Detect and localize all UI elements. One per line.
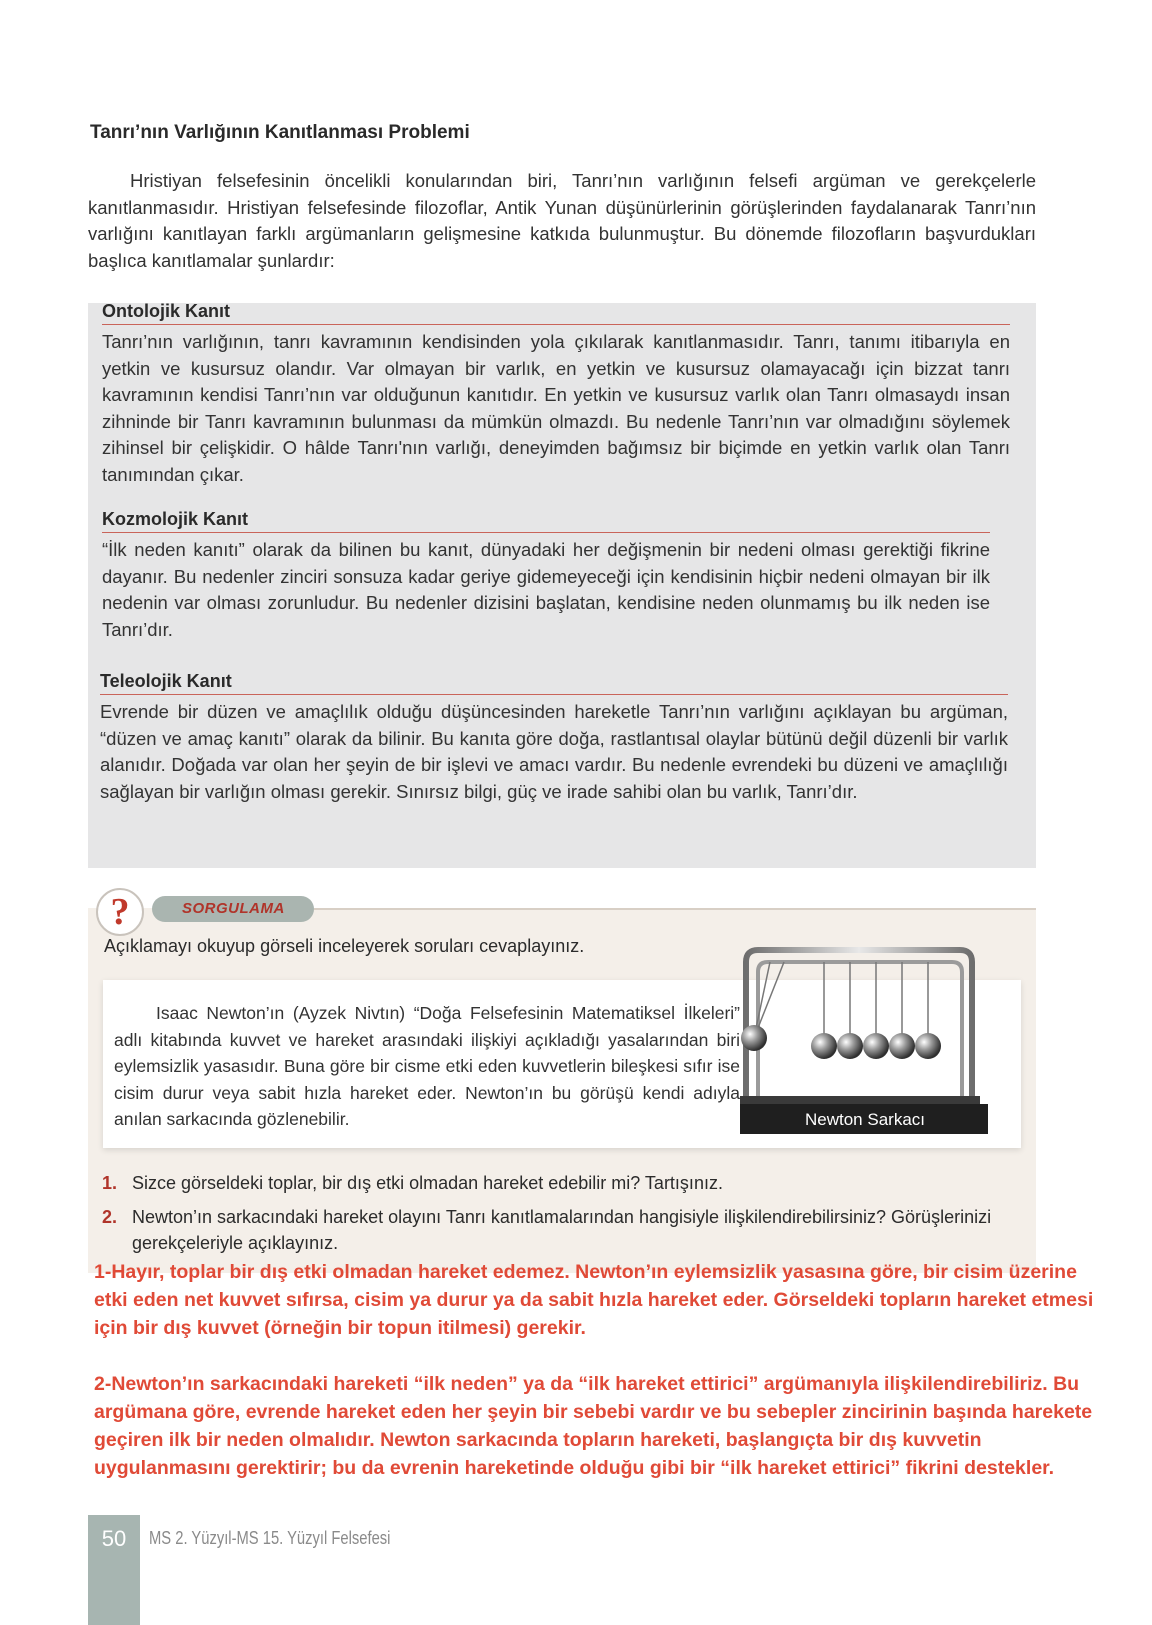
proof-text: Tanrı’nın varlığının, tanrı kavramının kendisinden yola çıkılarak kanıtlanmasıdır. Tanrı, tanımı itibarıyla en yetkin ve kusursuz olandır. Var olmayan bir varlık, en yetkin ve kusursuz olamayacağı için bizzat tanrı kavramının kendisi Tanrı’nın var olduğunun kanıtıdır. En yetkin ve kusursuz varlık olan Tanrı olmasaydı insan zihninde bir Tanrı kavramının bulunması da mümkün olmazdı. Bu nedenle Tanrı’nın var olmadığını söylemek zihinsel bir çelişkidir. O hâlde Tanrı'nın varlığı, deneyimden bağımsız bir biçimde en yetkin varlık olan Tanrı tanımından çıkar. [102,331,1010,485]
proof-text: “İlk neden kanıtı” olarak da bilinen bu kanıt, dünyadaki her değişmenin bir nedeni olması gerektiği fikrine dayanır. Bu nedenler zinciri sonsuza kadar geriye gidemeyeceği için kendisinin hiçbir nedeni olmayan bir ilk nedenin var olması zorunludur. Bu nedenler dizisini başlatan, kendisine neden olunmamış bu ilk neden ise Tanrı’dır. [102,539,990,640]
question-number: 1. [102,1173,118,1193]
chapter-title: MS 2. Yüzyıl-MS 15. Yüzyıl Felsefesi [149,1528,391,1548]
sorgulama-divider [314,908,1036,910]
sorgulama-label: SORGULAMA [182,900,285,917]
intro-text: Hristiyan felsefesinin öncelikli konularından biri, Tanrı’nın varlığının felsefi argüman ve gerekçelerle kanıtlanmasıdır. Hristiyan felsefesinde filozoflar, Antik Yunan düşünürlerinin görüşlerinden faydalanarak Tanrı’nın varlığını kanıtlayan farklı argümanların gelişmesine katkıda bulunmuştur. Bu dönemde filozofların başvurdukları başlıca kanıtlamalar şunlardır: [88,170,1036,271]
proof-title: Teleolojik Kanıt [100,670,1008,695]
proof-title: Kozmolojik Kanıt [102,508,990,533]
proof-text: Evrende bir düzen ve amaçlılık olduğu düşüncesinden hareketle Tanrı’nın varlığını açıklayan bu argüman, “düzen ve amaç kanıtı” olarak da bilinir. Bu kanıta göre doğa, rastlantısal olaylar bütünü değil düzenli bir varlık alanıdır. Doğada var olan her şeyin de bir işlevi ve amacı vardır. Bu nedenle evrendeki bu düzeni ve amaçlılığı sağlayan bir varlığın olması gerekir. Sınırsız bilgi, güç ve irade sahibi olan bu varlık, Tanrı’dır. [100,701,1008,802]
section-title: Tanrı’nın Varlığının Kanıtlanması Problemi [90,122,470,143]
sorgulama-instruction: Açıklamayı okuyup görseli inceleyerek soruları cevaplayınız. [104,936,585,956]
answers [94,1258,1094,1482]
proof-cosmological [102,508,990,643]
question-text: Newton’ın sarkacındaki hareket olayını Tanrı kanıtlamalarından hangisiyle ilişkilendirebilirsiniz? Görüşlerinizi gerekçeleriyle açıklayınız. [132,1207,992,1253]
passage-text: Isaac Newton’ın (Ayzek Nivtın) “Doğa Felsefesinin Matematiksel İlkeleri” adlı kitabında kuvvet ve hareket arasındaki ilişkiyi açıkladığı yasalarından biri eylemsizlik yasasıdır. Buna göre bir cisme etki eden kuvvetlerin bileşkesi sıfır ise cisim durur veya sabit hızla hareket eder. Newton’ın bu görüşü kendi adıyla anılan sarkacında gözlenebilir. [114,1003,740,1129]
question-icon: ? [96,888,144,936]
question-number: 2. [102,1207,118,1227]
proofs-box [88,303,1036,868]
question-item [102,1170,1022,1196]
image-caption: Newton Sarkacı [805,1110,925,1129]
intro-paragraph [88,168,1036,274]
answer-2: 2-Newton’ın sarkacındaki hareketi “ilk neden” ya da “ilk hareket ettirici” argümanıyla ilişkilendirebiliriz. Bu argümana göre, evrende hareket eden her şeyin bir sebebi vardır ve bu sebepler zincirinin başında harekete geçiren ilk bir neden olmalıdır. Newton sarkacında topların hareketi, başlangıçta bir dış kuvvetin uygulanmasını gerektirir; bu da evrenin hareketinde olduğu gibi bir “ilk hareket ettirici” fikrini destekler. [94,1373,1093,1479]
proof-ontological [102,300,1010,488]
question-item [102,1204,1022,1256]
question-list [102,1170,1022,1264]
page-number: 50 [101,1526,127,1551]
question-text: Sizce görseldeki toplar, bir dış etki olmadan hareket edebilir mi? Tartışınız. [132,1173,723,1193]
passage [114,1000,740,1133]
proof-title: Ontolojik Kanıt [102,300,1010,325]
proof-teleological [100,670,1008,805]
answer-1: 1-Hayır, toplar bir dış etki olmadan hareket edemez. Newton’ın eylemsizlik yasasına göre, bir cisim üzerine etki eden net kuvvet sıfırsa, cisim ya durur ya da sabit hızla hareket eder. Görseldeki topların hareket etmesi için bir dış kuvvet (örneğin bir topun itilmesi) gerekir. [94,1261,1094,1339]
